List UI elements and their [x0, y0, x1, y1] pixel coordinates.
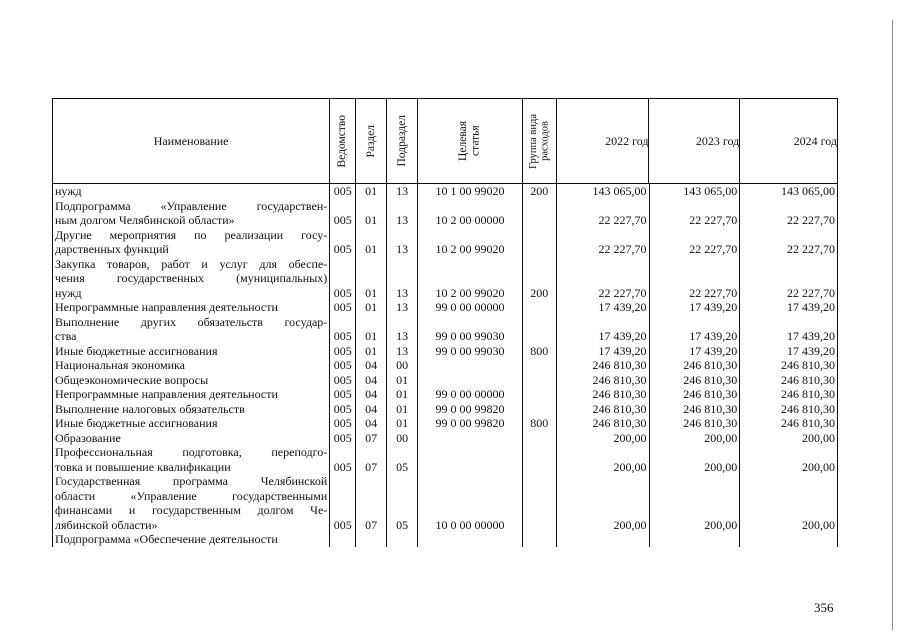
cell-name	[53, 431, 330, 446]
cell-raz: 01	[356, 344, 387, 359]
cell-y3: 246 810,30	[781, 416, 836, 430]
cell-y3: 17 439,20	[787, 300, 836, 314]
cell-name	[53, 344, 330, 359]
cell-name-line: лябинской области»	[55, 517, 158, 532]
cell-cel: 10 2 00 00000	[418, 199, 523, 228]
cell-y1: 22 227,70	[557, 257, 650, 301]
cell-y2: 22 227,70	[650, 199, 741, 228]
cell-y2: 200,00	[650, 445, 741, 474]
cell-raz: 07	[356, 431, 387, 446]
cell-name-line: Подпрограмма «Управление государствен-	[55, 198, 328, 213]
cell-cel	[418, 431, 523, 446]
cell-pod: 05	[387, 445, 418, 474]
cell-pod: 13	[387, 315, 418, 344]
cell-grp	[523, 315, 557, 344]
cell-cel: 10 2 00 99020	[418, 257, 523, 301]
cell-name-line: Непрограммные направления деятельности	[55, 387, 278, 401]
cell-grp	[523, 445, 557, 474]
header-razdel: Раздел	[356, 99, 387, 183]
cell-raz: 01	[356, 300, 387, 315]
cell-cel: 99 0 00 00000	[418, 387, 523, 402]
cell-raz: 04	[356, 373, 387, 388]
cell-name-line: Закупка товаров, работ и услуг для обеспе-	[55, 256, 328, 271]
cell-ved: 005	[330, 300, 356, 315]
cell-grp: 200	[523, 257, 557, 301]
cell-ved: 005	[330, 228, 356, 257]
cell-y3: 22 227,70	[787, 285, 836, 300]
cell-y3: 246 810,30	[781, 387, 836, 401]
table-row	[52, 199, 838, 228]
cell-y1: 200,00	[557, 474, 650, 532]
cell-y1: 246 810,30	[557, 373, 650, 388]
cell-cel	[418, 373, 523, 388]
cell-y2: 22 227,70	[650, 257, 741, 301]
budget-table	[52, 98, 838, 547]
table-body	[52, 184, 838, 547]
cell-y3: 22 227,70	[787, 213, 836, 227]
cell-ved: 005	[330, 373, 356, 388]
cell-name	[53, 300, 330, 315]
cell-y1: 17 439,20	[557, 315, 650, 344]
cell-y3: 17 439,20	[787, 329, 836, 343]
cell-name-line: финансами и государственным долгом Че-	[55, 503, 328, 517]
cell-name-line: области «Управление государственными	[55, 488, 328, 503]
cell-grp	[523, 532, 557, 547]
cell-cel	[418, 445, 523, 474]
cell-ved: 005	[330, 474, 356, 532]
cell-pod	[387, 532, 418, 547]
cell-grp: 800	[523, 416, 557, 431]
cell-raz: 01	[356, 199, 387, 228]
cell-name	[53, 257, 330, 301]
table-row	[52, 315, 838, 344]
cell-y1: 143 065,00	[557, 184, 650, 199]
cell-name-line: Иные бюджетные ассигнования	[55, 343, 218, 358]
cell-y2: 200,00	[650, 474, 741, 532]
table-row	[52, 228, 838, 257]
header-gruppa-vida: Группа вида расходов	[523, 99, 557, 183]
cell-raz: 01	[356, 184, 387, 199]
table-row	[52, 474, 838, 532]
cell-raz: 04	[356, 358, 387, 373]
cell-y3: 22 227,70	[787, 242, 836, 256]
table-row	[52, 416, 838, 431]
cell-y1: 246 810,30	[557, 416, 650, 431]
cell-cel: 10 1 00 99020	[418, 184, 523, 199]
cell-name	[53, 402, 330, 417]
cell-raz: 07	[356, 445, 387, 474]
cell-y1: 22 227,70	[557, 228, 650, 257]
cell-pod: 13	[387, 228, 418, 257]
cell-name	[53, 416, 330, 431]
cell-ved: 005	[330, 315, 356, 344]
cell-name-line: Профессиональная подготовка, переподго-	[55, 445, 328, 459]
cell-grp	[523, 199, 557, 228]
header-name: Наименование	[53, 99, 330, 183]
table-row	[52, 257, 838, 301]
cell-name-line: нужд	[55, 285, 82, 300]
cell-raz	[356, 532, 387, 547]
cell-ved: 005	[330, 344, 356, 359]
table-row	[52, 373, 838, 388]
cell-y3: 246 810,30	[781, 401, 836, 416]
cell-raz: 01	[356, 315, 387, 344]
page-edge-line	[892, 20, 893, 630]
cell-ved: 005	[330, 358, 356, 373]
cell-cel: 99 0 00 99030	[418, 344, 523, 359]
cell-name	[53, 184, 330, 199]
header-vedomstvo: Ведомство	[330, 99, 356, 183]
cell-grp	[523, 358, 557, 373]
cell-y1: 246 810,30	[557, 387, 650, 402]
cell-ved: 005	[330, 431, 356, 446]
cell-grp: 200	[523, 184, 557, 199]
table-row	[52, 532, 838, 547]
cell-name-line: нужд	[55, 184, 82, 198]
table-row	[52, 344, 838, 359]
cell-cel: 99 0 00 99820	[418, 416, 523, 431]
cell-name-line: Государственная программа Челябинской	[55, 474, 328, 488]
cell-name	[53, 387, 330, 402]
cell-pod: 01	[387, 373, 418, 388]
header-2022: 2022 год	[557, 99, 650, 183]
cell-name	[53, 315, 330, 344]
cell-cel: 10 2 00 99020	[418, 228, 523, 257]
cell-y1: 17 439,20	[557, 344, 650, 359]
cell-name	[53, 373, 330, 388]
cell-y3: 246 810,30	[781, 372, 836, 387]
cell-pod: 05	[387, 474, 418, 532]
cell-y2: 246 810,30	[650, 387, 741, 402]
cell-pod: 13	[387, 257, 418, 301]
cell-grp	[523, 228, 557, 257]
table-row	[52, 358, 838, 373]
cell-pod: 13	[387, 344, 418, 359]
table-row	[52, 402, 838, 417]
cell-cel: 99 0 00 99820	[418, 402, 523, 417]
cell-raz: 01	[356, 257, 387, 301]
table-row	[52, 300, 838, 315]
cell-ved: 005	[330, 257, 356, 301]
cell-name-line: ным долгом Челябинской области»	[55, 213, 235, 227]
cell-y2: 17 439,20	[650, 344, 741, 359]
cell-pod: 01	[387, 402, 418, 417]
cell-name	[53, 445, 330, 474]
cell-pod: 13	[387, 300, 418, 315]
cell-grp	[523, 373, 557, 388]
cell-cel: 99 0 00 00000	[418, 300, 523, 315]
cell-y2: 143 065,00	[650, 184, 741, 199]
cell-name-line: Общеэкономические вопросы	[55, 372, 209, 387]
table-header	[52, 98, 838, 184]
cell-name-line: Подпрограмма «Обеспечение деятельности	[55, 532, 278, 546]
cell-ved: 005	[330, 387, 356, 402]
cell-grp	[523, 431, 557, 446]
cell-cel	[418, 532, 523, 547]
cell-y3: 200,00	[802, 459, 836, 474]
cell-name-line: Непрограммные направления деятельности	[55, 300, 278, 314]
cell-pod: 13	[387, 184, 418, 199]
cell-y1: 246 810,30	[557, 402, 650, 417]
cell-cel	[418, 358, 523, 373]
cell-name-line: Образование	[55, 430, 121, 445]
page-number: 356	[814, 600, 834, 615]
cell-y2: 22 227,70	[650, 228, 741, 257]
cell-y2: 246 810,30	[650, 402, 741, 417]
cell-grp	[523, 474, 557, 532]
cell-y2: 246 810,30	[650, 358, 741, 373]
cell-name	[53, 474, 330, 532]
cell-y2: 200,00	[650, 431, 741, 446]
cell-y3: 200,00	[802, 430, 836, 445]
cell-y2: 246 810,30	[650, 416, 741, 431]
cell-raz: 01	[356, 228, 387, 257]
cell-name-line: дарственных функций	[55, 242, 169, 256]
cell-raz: 04	[356, 416, 387, 431]
table-row	[52, 431, 838, 446]
cell-ved: 005	[330, 184, 356, 199]
cell-y1	[557, 532, 650, 547]
cell-grp	[523, 300, 557, 315]
cell-name-line: Выполнение других обязательств государ-	[55, 314, 328, 329]
cell-name	[53, 199, 330, 228]
header-2024: 2024 год	[793, 133, 837, 148]
cell-name-line: чения государственных (муниципальных)	[55, 271, 328, 285]
cell-y1: 22 227,70	[557, 199, 650, 228]
cell-y1: 246 810,30	[557, 358, 650, 373]
cell-pod: 01	[387, 416, 418, 431]
cell-ved: 005	[330, 199, 356, 228]
cell-name-line: ства	[55, 329, 77, 343]
cell-name-line: Иные бюджетные ассигнования	[55, 416, 218, 430]
cell-raz: 07	[356, 474, 387, 532]
cell-pod: 01	[387, 387, 418, 402]
cell-name	[53, 358, 330, 373]
cell-pod: 00	[387, 358, 418, 373]
cell-y1: 200,00	[557, 431, 650, 446]
cell-name	[53, 532, 330, 547]
cell-y2: 246 810,30	[650, 373, 741, 388]
cell-raz: 04	[356, 387, 387, 402]
header-podrazdel: Подраздел	[387, 99, 418, 183]
table-row	[52, 387, 838, 402]
cell-y2: 17 439,20	[650, 300, 741, 315]
cell-cel: 10 0 00 00000	[418, 474, 523, 532]
cell-y3: 143 065,00	[781, 184, 836, 198]
cell-name-line: Выполнение налоговых обязательств	[55, 401, 245, 416]
cell-name	[53, 228, 330, 257]
cell-grp	[523, 387, 557, 402]
cell-y3: 200,00	[802, 517, 836, 532]
cell-y3: 246 810,30	[781, 358, 836, 372]
cell-ved: 005	[330, 445, 356, 474]
cell-pod: 00	[387, 431, 418, 446]
cell-y3	[740, 532, 837, 547]
cell-grp: 800	[523, 344, 557, 359]
cell-y2: 17 439,20	[650, 315, 741, 344]
header-celevaya-statya: Целевая статья	[418, 99, 523, 183]
cell-name-line: товка и повышение квалификации	[55, 459, 231, 474]
table-row	[52, 184, 838, 199]
cell-raz: 04	[356, 402, 387, 417]
table-row	[52, 445, 838, 474]
cell-ved: 005	[330, 416, 356, 431]
cell-ved	[330, 532, 356, 547]
cell-y3: 17 439,20	[787, 343, 836, 358]
cell-pod: 13	[387, 199, 418, 228]
cell-y1: 200,00	[557, 445, 650, 474]
cell-grp	[523, 402, 557, 417]
cell-y1: 17 439,20	[557, 300, 650, 315]
cell-y2	[650, 532, 741, 547]
cell-name-line: Другие мероприятия по реализации госу-	[55, 227, 328, 242]
header-2023: 2023 год	[649, 99, 740, 183]
cell-cel: 99 0 00 99030	[418, 315, 523, 344]
cell-name-line: Национальная экономика	[55, 358, 185, 372]
cell-ved: 005	[330, 402, 356, 417]
